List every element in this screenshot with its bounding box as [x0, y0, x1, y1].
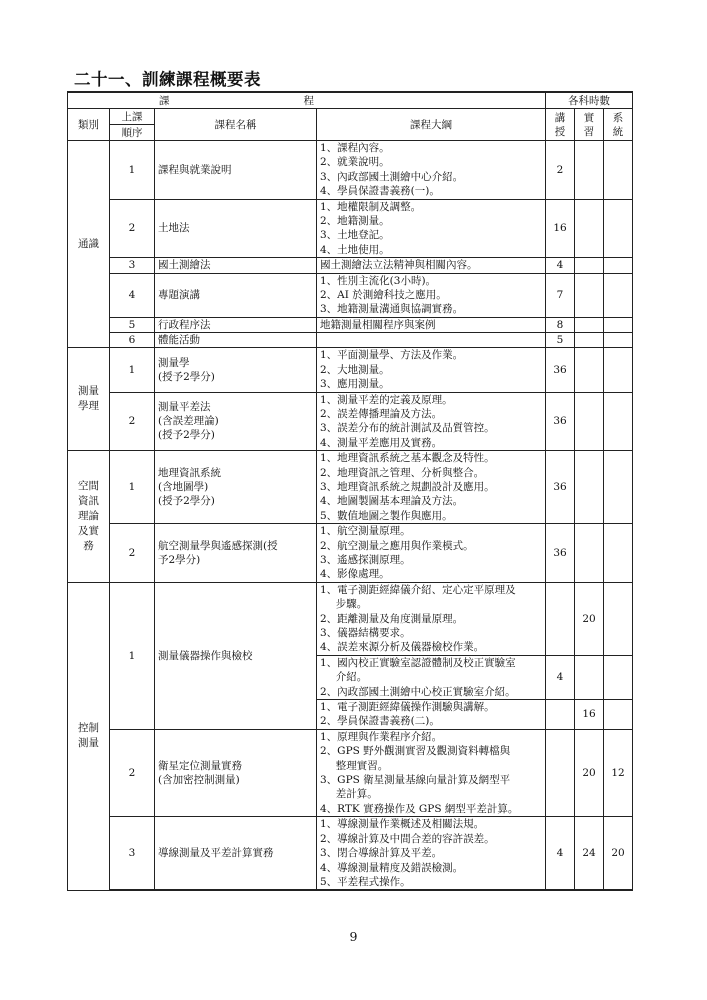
practice-hours [575, 141, 604, 200]
lecture-hours: 36 [546, 348, 575, 392]
course-name-cell [155, 729, 317, 816]
outline-line: 2、航空測量之應用與作業模式。 [320, 539, 474, 552]
course-outline-cell [317, 655, 546, 699]
practice-hours: 24 [575, 817, 604, 891]
category-label: 資訊 [78, 494, 99, 507]
outline-line: 1、電子測距經緯儀操作測驗與講解。 [320, 701, 495, 714]
course-name-line: 地理資訊系統 [158, 467, 221, 480]
course-name-cell [155, 333, 317, 348]
outline-line: 地籍測量相關程序與案例 [320, 318, 436, 331]
outline-line: 1、導線測量作業概述及相關法規。 [320, 818, 485, 831]
table-row [68, 729, 633, 816]
table-row [68, 392, 633, 451]
table-body [68, 92, 633, 890]
outline-line: 1、電子測距經緯儀介紹、定心定平原理及 [320, 583, 516, 596]
course-name-cell [155, 199, 317, 258]
order-cell: 2 [110, 729, 155, 816]
outline-line: 4、測量平差應用及實務。 [320, 436, 443, 449]
system-hours [604, 199, 633, 258]
outline-line: 3、遙感探測原理。 [320, 553, 411, 566]
course-outline-cell [317, 199, 546, 258]
hours-group-header: 各科時數 [546, 92, 633, 109]
outline-line: 3、地籍測量溝通與協調實務。 [320, 303, 464, 316]
course-header-cell [68, 92, 546, 109]
outline-line: 1、原理與作業程序介紹。 [320, 730, 443, 743]
table-row [68, 199, 633, 258]
system-hours [604, 655, 633, 699]
system-hours [604, 524, 633, 583]
outline-line: 2、內政部國土測繪中心校正實驗室介紹。 [320, 685, 516, 698]
course-name-cell [155, 141, 317, 200]
course-name-cell [155, 317, 317, 332]
outline-line: 4、導線測量精度及錯誤檢測。 [320, 861, 464, 874]
practice-hours: 20 [575, 582, 604, 655]
course-name-line: 測量學 [158, 356, 190, 369]
system-hours [604, 392, 633, 451]
category-label: 及實 [78, 524, 99, 537]
practice-hours [575, 348, 604, 392]
outline-line: 4、誤差來源分析及儀器檢校作業。 [320, 641, 485, 654]
lecture-hours: 36 [546, 451, 575, 524]
outline-line: 2、學員保證書義務(二)。 [320, 715, 440, 728]
course-name-line: 國土測繪法 [158, 259, 211, 272]
system-hours [604, 582, 633, 655]
page-title: 二十一、訓練課程概要表 [74, 70, 261, 89]
category-label: 學理 [78, 400, 99, 413]
course-name-cell [155, 273, 317, 317]
practice-header: 實 習 [575, 109, 604, 141]
category-cell [68, 141, 110, 348]
outline-line: 5、平差程式操作。 [320, 875, 411, 888]
category-label: 理論 [78, 509, 99, 522]
practice-hours [575, 273, 604, 317]
course-outline-cell [317, 582, 546, 655]
outline-line: 3、地理資訊系統之規劃設計及應用。 [320, 480, 495, 493]
order-cell: 1 [110, 141, 155, 200]
outline-line: 2、GPS 野外觀測實習及觀測資料轉檔與 [320, 745, 511, 758]
practice-hours [575, 392, 604, 451]
outline-line: 4、學員保證書義務(一)。 [320, 185, 440, 198]
table-row [68, 273, 633, 317]
lecture-header: 講 授 [546, 109, 575, 141]
outline-line: 1、地理資訊系統之基本觀念及特性。 [320, 452, 495, 465]
course-name-cell [155, 524, 317, 583]
lecture-hours [546, 582, 575, 655]
course-outline-cell [317, 700, 546, 730]
page-number: 9 [349, 929, 358, 944]
table-row [68, 333, 633, 348]
course-name-line: 體能活動 [158, 334, 200, 347]
course-name-line: (含誤差理論) [158, 415, 219, 428]
course-name-line: 衛星定位測量實務 [158, 760, 242, 773]
course-name-line: (授予2學分) [158, 429, 215, 442]
order-cell: 2 [110, 199, 155, 258]
table-row [68, 524, 633, 583]
system-header: 系 統 [604, 109, 633, 141]
category-label: 通識 [78, 237, 99, 250]
practice-hours [575, 199, 604, 258]
course-outline-cell [317, 348, 546, 392]
outline-line: 2、大地測量。 [320, 363, 390, 376]
category-label: 務 [83, 539, 94, 552]
category-header: 類別 [68, 109, 110, 141]
course-outline-table [67, 91, 633, 891]
practice-hours: 20 [575, 729, 604, 816]
order-cell: 1 [110, 451, 155, 524]
system-hours [604, 141, 633, 200]
table-row [68, 141, 633, 200]
course-name-line: 測量平差法 [158, 401, 211, 414]
outline-line: 1、國內校正實驗室認證體制及校正實驗室 [320, 656, 516, 669]
lecture-hours: 16 [546, 199, 575, 258]
system-hours: 12 [604, 729, 633, 816]
category-cell [68, 348, 110, 451]
course-name-cell [155, 258, 317, 273]
table-row [68, 348, 633, 392]
system-hours [604, 333, 633, 348]
order-cell: 1 [110, 348, 155, 392]
outline-line: 1、地權限制及調整。 [320, 200, 422, 213]
system-hours: 20 [604, 817, 633, 891]
lecture-hours: 7 [546, 273, 575, 317]
table-row [68, 317, 633, 332]
outline-line: 介紹。 [335, 671, 368, 684]
category-label: 空間 [78, 479, 99, 492]
outline-line: 2、地理資訊之管理、分析與整合。 [320, 466, 485, 479]
outline-line: 3、土地登記。 [320, 229, 390, 242]
outline-line: 步驟。 [335, 598, 368, 611]
course-name-line: 行政程序法 [158, 319, 211, 332]
outline-line: 國土測繪法立法精神與相關內容。 [320, 259, 478, 272]
outline-line: 2、AI 於測繪科技之應用。 [320, 289, 447, 302]
order-cell: 5 [110, 317, 155, 332]
order-header-top: 上課 [110, 109, 155, 125]
outline-line: 2、距離測量及角度測量原理。 [320, 612, 464, 625]
lecture-hours: 4 [546, 817, 575, 891]
course-name-line: 予2學分) [158, 553, 201, 566]
course-outline-header: 課程大綱 [317, 109, 546, 141]
system-hours [604, 451, 633, 524]
outline-line: 4、土地使用。 [320, 243, 390, 256]
table-row [68, 582, 633, 655]
outline-line: 2、誤差傳播理論及方法。 [320, 407, 443, 420]
course-name-line: (授予2學分) [158, 370, 215, 383]
outline-line: 整理實習。 [335, 759, 389, 772]
outline-line: 3、誤差分布的統計測試及品質管控。 [320, 422, 495, 435]
course-name-line: (含加密控制測量) [158, 774, 240, 787]
outline-line: 4、RTK 實務操作及 GPS 網型平差計算。 [320, 802, 519, 815]
course-name-cell [155, 817, 317, 891]
lecture-hours [546, 700, 575, 730]
category-cell [68, 451, 110, 583]
outline-line: 1、平面測量學、方法及作業。 [320, 349, 464, 362]
outline-line: 5、數值地圖之製作與應用。 [320, 509, 453, 522]
practice-hours [575, 524, 604, 583]
course-name-line: 測量儀器操作與檢校 [158, 649, 253, 662]
order-cell: 4 [110, 273, 155, 317]
outline-line: 1、航空測量原理。 [320, 525, 411, 538]
lecture-hours: 8 [546, 317, 575, 332]
outline-line: 1、測量平差的定義及原理。 [320, 393, 453, 406]
course-outline-cell [317, 258, 546, 273]
course-name-line: (授予2學分) [158, 495, 215, 508]
outline-line: 3、閉合導線計算及平差。 [320, 847, 443, 860]
outline-line: 3、GPS 衛星測量基線向量計算及網型平 [320, 774, 511, 787]
outline-line: 2、就業說明。 [320, 156, 390, 169]
course-name-cell [155, 348, 317, 392]
order-cell: 2 [110, 524, 155, 583]
course-name-line: 土地法 [158, 222, 190, 235]
outline-line: 1、性別主流化(3小時)。 [320, 274, 437, 287]
course-outline-cell [317, 141, 546, 200]
course-name-cell [155, 582, 317, 729]
course-name-header: 課程名稱 [155, 109, 317, 141]
header-row-2 [68, 109, 633, 125]
practice-hours [575, 333, 604, 348]
practice-hours [575, 258, 604, 273]
practice-hours [575, 655, 604, 699]
outline-line: 3、應用測量。 [320, 378, 390, 391]
practice-hours [575, 451, 604, 524]
system-hours [604, 273, 633, 317]
lecture-hours: 4 [546, 258, 575, 273]
outline-line: 2、導線計算及中間合差的容許誤差。 [320, 832, 495, 845]
course-outline-cell [317, 333, 546, 348]
system-hours [604, 317, 633, 332]
course-name-line: 導線測量及平差計算實務 [158, 847, 274, 860]
table-row [68, 817, 633, 891]
order-cell: 3 [110, 258, 155, 273]
outline-line: 4、地圖製圖基本理論及方法。 [320, 495, 464, 508]
outline-line: 差計算。 [335, 788, 378, 801]
outline-line: 3、儀器結構要求。 [320, 627, 411, 639]
course-name-cell [155, 451, 317, 524]
course-name-cell [155, 392, 317, 451]
outline-line: 4、影像處理。 [320, 568, 390, 581]
category-cell [68, 582, 110, 890]
outline-line: 3、內政部國土測繪中心介紹。 [320, 170, 464, 183]
course-name-line: 專題演講 [158, 289, 200, 302]
course-outline-cell [317, 729, 546, 816]
order-header-bottom: 順序 [110, 125, 155, 141]
course-outline-cell [317, 273, 546, 317]
practice-hours [575, 317, 604, 332]
course-header-left: 課 [159, 95, 170, 107]
system-hours [604, 258, 633, 273]
outline-line: 2、地籍測量。 [320, 215, 390, 228]
system-hours [604, 700, 633, 730]
course-outline-cell [317, 524, 546, 583]
course-outline-cell [317, 317, 546, 332]
table-row [68, 258, 633, 273]
outline-line: 1、課程內容。 [320, 142, 390, 154]
course-name-line: 課程與就業說明 [158, 163, 232, 176]
lecture-hours: 4 [546, 655, 575, 699]
course-header-right: 程 [303, 95, 314, 107]
order-cell: 1 [110, 582, 155, 729]
category-label: 測量 [78, 737, 99, 750]
course-name-line: 航空測量學與遙感探測(授 [158, 539, 278, 552]
course-name-line: (含地圖學) [158, 481, 209, 494]
practice-hours: 16 [575, 700, 604, 730]
system-hours [604, 348, 633, 392]
lecture-hours: 36 [546, 524, 575, 583]
course-outline-cell [317, 817, 546, 891]
header-row-1 [68, 92, 633, 109]
course-outline-cell [317, 451, 546, 524]
order-cell: 2 [110, 392, 155, 451]
order-cell: 3 [110, 817, 155, 891]
course-outline-cell [317, 392, 546, 451]
lecture-hours: 5 [546, 333, 575, 348]
lecture-hours: 2 [546, 141, 575, 200]
lecture-hours [546, 729, 575, 816]
lecture-hours: 36 [546, 392, 575, 451]
category-label: 控制 [78, 722, 99, 735]
table-row [68, 451, 633, 524]
category-label: 測量 [78, 385, 99, 398]
order-cell: 6 [110, 333, 155, 348]
